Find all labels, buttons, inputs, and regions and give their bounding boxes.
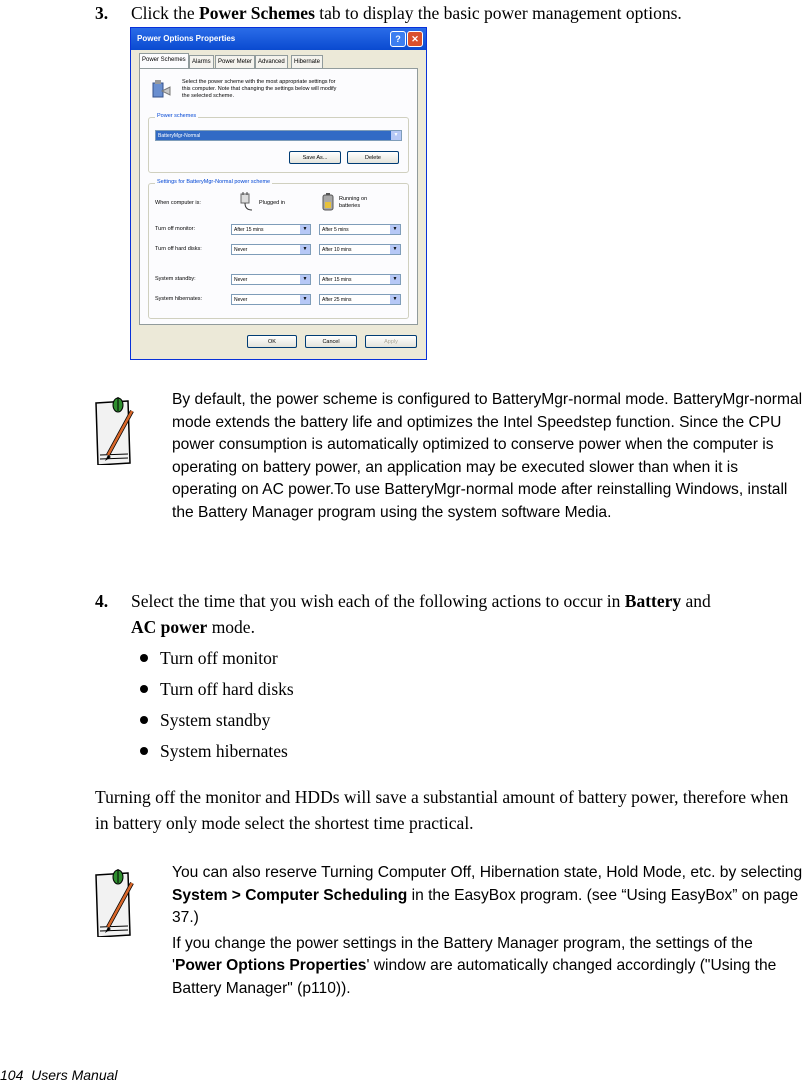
close-button[interactable]: ✕ — [407, 31, 423, 47]
body-paragraph: Turning off the monitor and HDDs will save a substantial amount of battery power, therefore when in battery only mode select the shortest time practical. — [95, 787, 789, 833]
step-3 — [0, 0, 805, 26]
chevron-down-icon: ▼ — [300, 295, 310, 304]
bullet-icon — [140, 654, 148, 662]
power-schemes-group-label: Power schemes — [157, 113, 197, 119]
power-schemes-group — [148, 113, 409, 173]
when-computer-is-label: When computer is: — [155, 200, 201, 206]
step-text-line-2: AC power mode. — [131, 617, 255, 637]
power-scheme-icon — [150, 79, 172, 101]
dialog-title-bar — [131, 28, 426, 50]
power-scheme-select[interactable]: BatteryMgr-Normal ▼ — [155, 130, 402, 141]
running-on-batteries-label: Running on batteries — [339, 196, 368, 209]
note-1 — [172, 389, 804, 525]
plugged-in-label: Plugged in — [259, 200, 285, 206]
monitor-battery-select[interactable]: After 5 mins ▼ — [319, 224, 401, 235]
note-pencil-icon — [90, 865, 140, 937]
bullet-icon — [140, 747, 148, 755]
power-schemes-panel — [139, 68, 418, 325]
chevron-down-icon: ▼ — [390, 295, 400, 304]
hibernates-battery-select[interactable]: After 25 mins ▼ — [319, 294, 401, 305]
list-item: System standby — [140, 705, 294, 736]
step-text-line-1: Select the time that you wish each of the following actions to occur in Battery and — [131, 591, 711, 611]
tab-power-schemes[interactable]: Power Schemes — [139, 53, 189, 69]
hibernates-plugged-select[interactable]: Never ▼ — [231, 294, 311, 305]
monitor-plugged-select[interactable]: After 15 mins ▼ — [231, 224, 311, 235]
bullet-icon — [140, 685, 148, 693]
help-button[interactable]: ? — [390, 31, 406, 47]
note-2-paragraph-2: If you change the power settings in the Battery Manager program, the settings of the 'Power Options Properties' window are automatically changed accordingly ("Using the Battery Manager" (p110)). — [172, 934, 777, 997]
step-number: 3. — [95, 3, 109, 23]
chevron-down-icon: ▼ — [390, 245, 400, 254]
scheme-description: Select the power scheme with the most appropriate settings for this computer. Note that changing the settings below will modify the selected scheme. — [182, 79, 337, 99]
ok-button[interactable]: OK — [247, 335, 297, 348]
setting-label: Turn off hard disks: — [155, 246, 202, 252]
tab-hibernate[interactable]: Hibernate — [291, 55, 323, 68]
tab-power-meter[interactable]: Power Meter — [215, 55, 255, 68]
chevron-down-icon: ▼ — [391, 131, 401, 140]
note-2 — [172, 862, 804, 1001]
note-2-paragraph-1: You can also reserve Turning Computer Off, Hibernation state, Hold Mode, etc. by selecting System > Computer Scheduling in the EasyBox program. (see “Using EasyBox” on page 37.) — [172, 864, 803, 927]
battery-icon — [321, 192, 335, 212]
bullet-icon — [140, 716, 148, 724]
setting-label: System standby: — [155, 276, 196, 282]
hard-disks-plugged-select[interactable]: Never ▼ — [231, 244, 311, 255]
standby-plugged-select[interactable]: Never ▼ — [231, 274, 311, 285]
bullet-list — [140, 643, 294, 767]
settings-group — [148, 179, 409, 319]
list-item: System hibernates — [140, 736, 294, 767]
chevron-down-icon: ▼ — [300, 225, 310, 234]
chevron-down-icon: ▼ — [300, 245, 310, 254]
step-text: Click the Power Schemes tab to display the basic power management options. — [131, 3, 682, 23]
step-number: 4. — [95, 591, 109, 611]
settings-group-label: Settings for BatteryMgr-Normal power scheme — [157, 179, 271, 185]
note-1-text: By default, the power scheme is configured to BatteryMgr-normal mode. BatteryMgr-normal mode extends the battery life and optimizes the Intel Speedstep function. Since the CPU power consumption is automatically optimized to conserve power when the computer is operating on battery power, an application may be executed slower than when it is operating on AC power.To use BatteryMgr-normal mode after reinstalling Windows, install the Battery Manager program using the system software Media. — [172, 391, 803, 521]
power-options-dialog-screenshot — [130, 27, 427, 360]
setting-label: System hibernates: — [155, 296, 203, 302]
list-item: Turn off monitor — [140, 643, 294, 674]
list-item: Turn off hard disks — [140, 674, 294, 705]
tab-alarms[interactable]: Alarms — [189, 55, 214, 68]
page-footer: 104 Users Manual — [0, 1067, 118, 1083]
tab-advanced[interactable]: Advanced — [255, 55, 288, 68]
standby-battery-select[interactable]: After 15 mins ▼ — [319, 274, 401, 285]
save-as-button[interactable]: Save As... — [289, 151, 341, 164]
chevron-down-icon: ▼ — [390, 275, 400, 284]
delete-button[interactable]: Delete — [347, 151, 399, 164]
hard-disks-battery-select[interactable]: After 10 mins ▼ — [319, 244, 401, 255]
chevron-down-icon: ▼ — [300, 275, 310, 284]
setting-label: Turn off monitor: — [155, 226, 196, 232]
dialog-title: Power Options Properties — [137, 34, 236, 43]
apply-button[interactable]: Apply — [365, 335, 417, 348]
plugged-in-icon — [237, 192, 255, 212]
note-pencil-icon — [90, 393, 140, 465]
cancel-button[interactable]: Cancel — [305, 335, 357, 348]
step-4 — [0, 588, 805, 640]
chevron-down-icon: ▼ — [390, 225, 400, 234]
